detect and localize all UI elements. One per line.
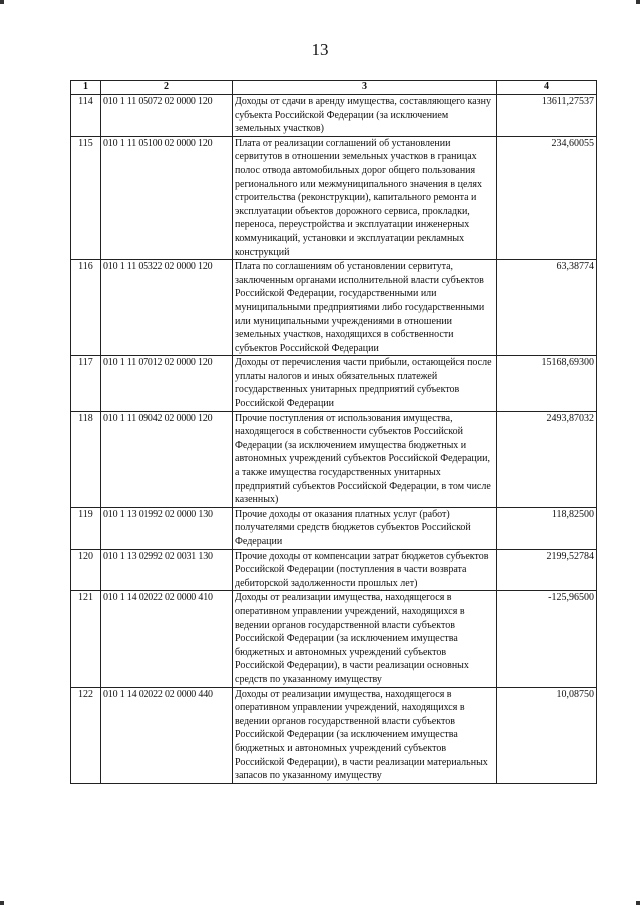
row-number: 120 — [71, 549, 101, 591]
scan-edge-mark — [0, 0, 4, 4]
revenue-description: Прочие поступления от использования имущества, находящегося в собственности субъектов Российской Федерации (за исключением имущества бюджетных и автономных учреждений субъектов Российской Федерации, а также имущества государственных унитарных предприятий субъектов Российской Федерации, в том числе казенных) — [233, 411, 497, 507]
amount: 63,38774 — [497, 260, 597, 356]
amount: -125,96500 — [497, 591, 597, 687]
scan-edge-mark — [0, 901, 4, 905]
budget-code: 010 1 11 09042 02 0000 120 — [101, 411, 233, 507]
table-row — [71, 591, 597, 687]
budget-code: 010 1 13 02992 02 0031 130 — [101, 549, 233, 591]
revenue-description: Плата по соглашениям об установлении сервитута, заключенным органами исполнительной власти субъектов Российской Федерации, государственными или муниципальными предприятиями либо государственными или муниципальными учреждениями в отношении земельных участков, находящихся в собственности субъектов Российской Федерации — [233, 260, 497, 356]
table-row — [71, 260, 597, 356]
row-number: 121 — [71, 591, 101, 687]
revenue-description: Доходы от реализации имущества, находящегося в оперативном управлении учреждений, находящихся в ведении органов государственной власти субъектов Российской Федерации (за исключением имущества бюджетных и автономных учреждений субъектов Российской Федерации), в части реализации материальных запасов по указанному имуществу — [233, 687, 497, 783]
header-col-3: 3 — [233, 81, 497, 95]
revenue-description: Плата от реализации соглашений об установлении сервитутов в отношении земельных участков в границах полос отвода автомобильных дорог общего пользования регионального или межмуниципального значения в целях строительства (реконструкции), капитального ремонта и эксплуатации объектов дорожного сервиса, прокладки, переноса, переустройства и эксплуатации инженерных коммуникаций, установки и эксплуатации рекламных конструкций — [233, 136, 497, 259]
revenue-description: Прочие доходы от оказания платных услуг (работ) получателями средств бюджетов субъектов Российской Федерации — [233, 507, 497, 549]
header-col-2: 2 — [101, 81, 233, 95]
budget-code: 010 1 11 07012 02 0000 120 — [101, 356, 233, 411]
table-row — [71, 356, 597, 411]
budget-code: 010 1 11 05322 02 0000 120 — [101, 260, 233, 356]
row-number: 115 — [71, 136, 101, 259]
row-number: 114 — [71, 95, 101, 137]
revenue-description: Прочие доходы от компенсации затрат бюджетов субъектов Российской Федерации (поступления в части возврата дебиторской задолженности прошлых лет) — [233, 549, 497, 591]
page-number: 13 — [311, 40, 329, 59]
amount: 118,82500 — [497, 507, 597, 549]
budget-code: 010 1 13 01992 02 0000 130 — [101, 507, 233, 549]
budget-code: 010 1 14 02022 02 0000 410 — [101, 591, 233, 687]
row-number: 116 — [71, 260, 101, 356]
header-col-1: 1 — [71, 81, 101, 95]
table-row — [71, 687, 597, 783]
header-col-4: 4 — [497, 81, 597, 95]
scan-edge-mark — [636, 0, 640, 4]
row-number: 117 — [71, 356, 101, 411]
amount: 2199,52784 — [497, 549, 597, 591]
row-number: 122 — [71, 687, 101, 783]
row-number: 118 — [71, 411, 101, 507]
amount: 13611,27537 — [497, 95, 597, 137]
budget-code: 010 1 11 05100 02 0000 120 — [101, 136, 233, 259]
table-row — [71, 136, 597, 259]
amount: 234,60055 — [497, 136, 597, 259]
amount: 15168,69300 — [497, 356, 597, 411]
revenue-table — [70, 80, 597, 784]
table-row — [71, 549, 597, 591]
amount: 10,08750 — [497, 687, 597, 783]
table-row — [71, 507, 597, 549]
scan-edge-mark — [636, 901, 640, 905]
budget-code: 010 1 14 02022 02 0000 440 — [101, 687, 233, 783]
amount: 2493,87032 — [497, 411, 597, 507]
row-number: 119 — [71, 507, 101, 549]
table-row — [71, 411, 597, 507]
budget-code: 010 1 11 05072 02 0000 120 — [101, 95, 233, 137]
revenue-description: Доходы от реализации имущества, находящегося в оперативном управлении учреждений, находящихся в ведении органов государственной власти субъектов Российской Федерации (за исключением имущества бюджетных и автономных учреждений субъектов Российской Федерации), в части реализации основных средств по указанному имуществу — [233, 591, 497, 687]
revenue-description: Доходы от перечисления части прибыли, остающейся после уплаты налогов и иных обязательных платежей государственных унитарных предприятий субъектов Российской Федерации — [233, 356, 497, 411]
table-row — [71, 95, 597, 137]
table-header-row — [71, 81, 597, 95]
revenue-description: Доходы от сдачи в аренду имущества, составляющего казну субъекта Российской Федерации (за исключением земельных участков) — [233, 95, 497, 137]
